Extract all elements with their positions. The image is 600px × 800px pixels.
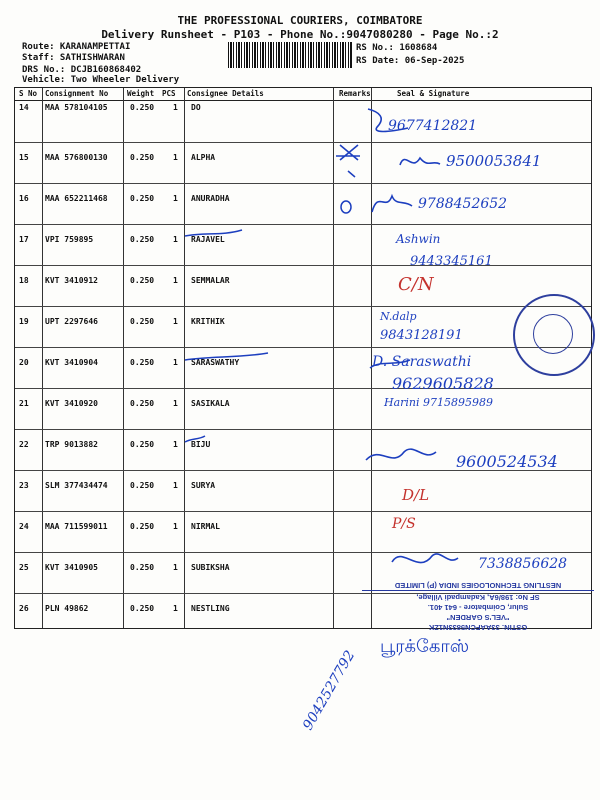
row-pcs: 1 xyxy=(173,103,178,112)
underline-mark xyxy=(185,436,205,442)
row-consignment: KVT 3410904 xyxy=(45,358,98,367)
row-sno: 20 xyxy=(19,358,29,367)
row-weight: 0.250 xyxy=(130,481,155,490)
row-pcs: 1 xyxy=(173,276,178,285)
signature-row-21: Harini 9715895989 xyxy=(384,396,494,409)
row-weight: 0.250 xyxy=(130,358,155,367)
row-consignment: MAA 652211468 xyxy=(45,194,108,203)
row-weight: 0.250 xyxy=(130,153,155,162)
row-weight: 0.250 xyxy=(130,317,155,326)
row-consignee: ALPHA xyxy=(191,153,216,162)
row-weight: 0.250 xyxy=(130,440,155,449)
row-pcs: 1 xyxy=(173,481,178,490)
stamp-address: SF No: 198/6A, Kadampadi Village, xyxy=(416,592,540,602)
row-consignee: SARASWATHY xyxy=(191,358,240,367)
col-weight: Weight xyxy=(127,88,154,101)
signature-stroke xyxy=(400,158,440,165)
row-consignee: RAJAVEL xyxy=(191,235,225,244)
row-pcs: 1 xyxy=(173,317,178,326)
stamp-gstin: GSTIN: 33AAFCN5833N1ZK xyxy=(428,623,528,632)
row-sno: 23 xyxy=(19,481,29,490)
row-weight: 0.250 xyxy=(130,604,155,613)
col-sno: S No xyxy=(19,88,37,101)
row-sno: 17 xyxy=(19,235,29,244)
col-seal: Seal & Signature xyxy=(397,88,469,101)
staff: Staff: SATHISHWARAN xyxy=(22,53,125,63)
row-sno: 24 xyxy=(19,522,29,531)
stamp-company: NESTLING TECHNOLOGIES INDIA (P) LIMITED xyxy=(362,580,594,591)
row-sno: 26 xyxy=(19,604,29,613)
signature-stroke xyxy=(372,196,412,212)
row-consignment: KVT 3410912 xyxy=(45,276,98,285)
row-sno: 16 xyxy=(19,194,29,203)
row-consignee: SASIKALA xyxy=(191,399,230,408)
row-weight: 0.250 xyxy=(130,103,155,112)
row-sno: 14 xyxy=(19,103,29,112)
row-consignment: KVT 3410905 xyxy=(45,563,98,572)
phone-row-16: 9788452652 xyxy=(418,196,508,212)
signature-row-17: Ashwin xyxy=(396,232,441,246)
row-consignee: NESTLING xyxy=(191,604,230,613)
remark-row-18: C/N xyxy=(398,274,434,295)
nestling-company-stamp xyxy=(362,570,594,632)
underline-mark xyxy=(185,230,242,236)
row-consignment: TRP 9013882 xyxy=(45,440,98,449)
row-sno: 22 xyxy=(19,440,29,449)
row-sno: 19 xyxy=(19,317,29,326)
cross-mark xyxy=(336,145,360,160)
row-sno: 15 xyxy=(19,153,29,162)
row-weight: 0.250 xyxy=(130,235,155,244)
row-pcs: 1 xyxy=(173,440,178,449)
row-consignment: MAA 578104105 xyxy=(45,103,108,112)
tick-mark xyxy=(348,171,355,177)
signature-stroke xyxy=(366,449,436,460)
company-title: THE PROFESSIONAL COURIERS, COIMBATORE xyxy=(177,14,423,27)
diagonal-phone: 9042527792 xyxy=(300,647,359,733)
underline-mark xyxy=(185,353,268,360)
col-consignee: Consignee Details xyxy=(187,88,264,101)
col-consignment: Consignment No xyxy=(45,88,108,101)
row-weight: 0.250 xyxy=(130,399,155,408)
row-consignee: DO xyxy=(191,103,201,112)
row-sno: 18 xyxy=(19,276,29,285)
drs-number: DRS No.: DCJB160868402 xyxy=(22,65,142,75)
phone-row-26: 7338856628 xyxy=(478,556,568,572)
row-sno: 21 xyxy=(19,399,29,408)
row-pcs: 1 xyxy=(173,563,178,572)
rs-date: RS Date: 06-Sep-2025 xyxy=(356,56,465,66)
stamp-city: Sulur, Coimbatore - 641 401. xyxy=(427,602,529,612)
row-consignee: SURYA xyxy=(191,481,216,490)
phone-row-14: 9677412821 xyxy=(388,118,478,134)
row-consignment: SLM 377434474 xyxy=(45,481,108,490)
row-consignee: ANURADHA xyxy=(191,194,230,203)
row-pcs: 1 xyxy=(173,194,178,203)
row-consignee: BIJU xyxy=(191,440,211,449)
row-pcs: 1 xyxy=(173,604,178,613)
phone-row-18: 9443345161 xyxy=(410,254,493,269)
rs-number: RS No.: 1608684 xyxy=(356,43,438,53)
row-pcs: 1 xyxy=(173,522,178,531)
stamp-garden: "VEL'S GARDEN" xyxy=(446,612,510,622)
row-consignment: KVT 3410920 xyxy=(45,399,98,408)
signature-stroke xyxy=(392,554,458,563)
tamil-note: பூரக்கோஸ் xyxy=(380,636,470,657)
row-weight: 0.250 xyxy=(130,194,155,203)
row-sno: 25 xyxy=(19,563,29,572)
row-consignee: SEMMALAR xyxy=(191,276,230,285)
row-consignment: UPT 2297646 xyxy=(45,317,98,326)
row-consignment: MAA 576800130 xyxy=(45,153,108,162)
remark-row-25: P/S xyxy=(392,516,416,532)
row-pcs: 1 xyxy=(173,358,178,367)
row-consignment: MAA 711599011 xyxy=(45,522,108,531)
route: Route: KARANAMPETTAI xyxy=(22,42,131,52)
signature-row-19: N.dalp xyxy=(380,310,417,323)
remark-row-24: D/L xyxy=(402,486,430,504)
row-consignee: KRITHIK xyxy=(191,317,225,326)
phone-row-15: 9500053841 xyxy=(446,152,542,170)
row-consignment: PLN 49862 xyxy=(45,604,89,613)
col-remarks: Remarks xyxy=(339,88,371,101)
row-pcs: 1 xyxy=(173,235,178,244)
col-pcs: PCS xyxy=(162,88,176,101)
row-weight: 0.250 xyxy=(130,522,155,531)
phone-row-23: 9600524534 xyxy=(456,452,558,471)
row-pcs: 1 xyxy=(173,399,178,408)
round-stamp xyxy=(513,294,595,376)
phone-row-20: 9629605828 xyxy=(392,374,494,393)
phone-row-19: 9843128191 xyxy=(380,328,463,343)
runsheet-title: Delivery Runsheet - P103 - Phone No.:9047080280 - Page No.:2 xyxy=(101,28,499,41)
row-consignment: VPI 759895 xyxy=(45,235,94,244)
row-weight: 0.250 xyxy=(130,276,155,285)
row-weight: 0.250 xyxy=(130,563,155,572)
signature-row-20: D. Saraswathi xyxy=(372,354,472,370)
stamp-inner-ring xyxy=(533,314,573,354)
vehicle: Vehicle: Two Wheeler Delivery xyxy=(22,75,180,85)
row-consignee: SUBIKSHA xyxy=(191,563,230,572)
circle-mark xyxy=(341,201,351,213)
row-consignee: NIRMAL xyxy=(191,522,220,531)
row-pcs: 1 xyxy=(173,153,178,162)
